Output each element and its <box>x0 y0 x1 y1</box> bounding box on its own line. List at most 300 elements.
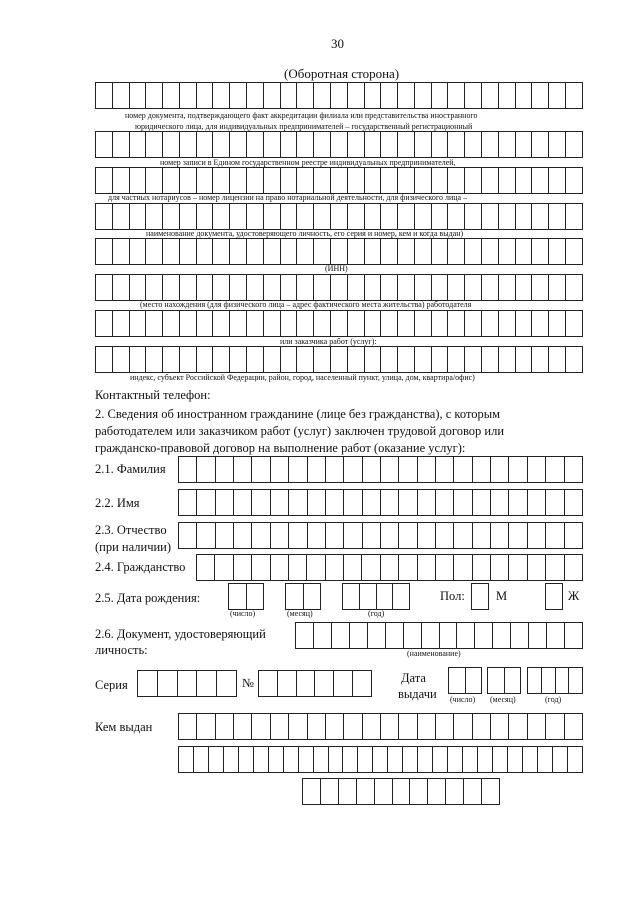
grid-cell[interactable] <box>360 584 377 609</box>
grid-cell[interactable] <box>326 457 344 482</box>
grid-cell[interactable] <box>180 132 197 157</box>
grid-cell[interactable] <box>565 490 583 515</box>
grid-cell[interactable] <box>217 671 237 696</box>
grid-cell[interactable] <box>146 168 163 193</box>
grid-cell[interactable] <box>473 523 491 548</box>
grid-cell[interactable] <box>523 747 538 772</box>
patronymic-field[interactable] <box>178 522 583 549</box>
grid-cell[interactable] <box>491 714 509 739</box>
grid-cell[interactable] <box>381 275 398 300</box>
birth-month-field[interactable] <box>285 583 321 610</box>
grid-cell[interactable] <box>386 623 404 648</box>
grid-cell[interactable] <box>334 671 353 696</box>
grid-cell[interactable] <box>482 347 499 372</box>
grid-cell[interactable] <box>566 239 583 264</box>
grid-cell[interactable] <box>224 747 239 772</box>
grid-cell[interactable] <box>247 132 264 157</box>
grid-cell[interactable] <box>353 671 372 696</box>
grid-cell[interactable] <box>326 555 344 580</box>
grid-cell[interactable] <box>546 584 563 609</box>
grid-cell[interactable] <box>509 714 527 739</box>
grid-cell[interactable] <box>528 490 546 515</box>
grid-cell[interactable] <box>375 779 393 804</box>
birth-year-field[interactable] <box>342 583 410 610</box>
grid-cell[interactable] <box>482 204 499 229</box>
grid-cell[interactable] <box>163 132 180 157</box>
grid-cell[interactable] <box>546 523 564 548</box>
grid-cell[interactable] <box>264 347 281 372</box>
grid-cell[interactable] <box>532 132 549 157</box>
grid-cell[interactable] <box>516 347 533 372</box>
grid-cell[interactable] <box>388 747 403 772</box>
grid-cell[interactable] <box>449 668 466 693</box>
grid-cell[interactable] <box>350 623 368 648</box>
grid-cell[interactable] <box>344 555 362 580</box>
grid-cell[interactable] <box>516 311 533 336</box>
grid-cell[interactable] <box>556 668 570 693</box>
grid-cell[interactable] <box>331 168 348 193</box>
grid-cell[interactable] <box>230 132 247 157</box>
grid-cell[interactable] <box>344 523 362 548</box>
grid-cell[interactable] <box>230 204 247 229</box>
grid-cell[interactable] <box>247 275 264 300</box>
grid-cell[interactable] <box>96 239 113 264</box>
grid-cell[interactable] <box>546 457 564 482</box>
grid-cell[interactable] <box>197 239 214 264</box>
grid-cell[interactable] <box>473 457 491 482</box>
grid-cell[interactable] <box>363 523 381 548</box>
grid-cell[interactable] <box>448 132 465 157</box>
grid-cell[interactable] <box>436 523 454 548</box>
grid-cell[interactable] <box>314 623 332 648</box>
grid-cell[interactable] <box>436 490 454 515</box>
grid-cell[interactable] <box>331 132 348 157</box>
grid-cell[interactable] <box>252 457 270 482</box>
grid-cell[interactable] <box>179 523 197 548</box>
grid-cell[interactable] <box>254 747 269 772</box>
grid-cell[interactable] <box>516 275 533 300</box>
grid-cell[interactable] <box>357 779 375 804</box>
issued-by-field-1[interactable] <box>178 713 583 740</box>
grid-cell[interactable] <box>472 584 489 609</box>
grid-cell[interactable] <box>113 204 130 229</box>
grid-cell[interactable] <box>146 311 163 336</box>
grid-cell[interactable] <box>252 714 270 739</box>
grid-cell[interactable] <box>393 779 411 804</box>
grid-cell[interactable] <box>432 275 449 300</box>
grid-cell[interactable] <box>297 168 314 193</box>
grid-cell[interactable] <box>398 132 415 157</box>
grid-cell[interactable] <box>473 490 491 515</box>
grid-cell[interactable] <box>297 132 314 157</box>
grid-cell[interactable] <box>568 747 583 772</box>
grid-cell[interactable] <box>365 132 382 157</box>
grid-cell[interactable] <box>307 555 325 580</box>
grid-cell[interactable] <box>454 714 472 739</box>
grid-cell[interactable] <box>528 457 546 482</box>
grid-cell[interactable] <box>308 457 326 482</box>
grid-cell[interactable] <box>465 311 482 336</box>
grid-cell[interactable] <box>546 490 564 515</box>
grid-cell[interactable] <box>281 132 298 157</box>
grid-cell[interactable] <box>473 714 491 739</box>
grid-cell[interactable] <box>343 747 358 772</box>
grid-cell[interactable] <box>213 204 230 229</box>
grid-cell[interactable] <box>146 204 163 229</box>
grid-cell[interactable] <box>373 747 388 772</box>
grid-cell[interactable] <box>398 168 415 193</box>
grid-cell[interactable] <box>213 239 230 264</box>
grid-cell[interactable] <box>365 239 382 264</box>
grid-cell[interactable] <box>264 132 281 157</box>
grid-cell[interactable] <box>138 671 158 696</box>
grid-cell[interactable] <box>532 275 549 300</box>
grid-cell[interactable] <box>436 457 454 482</box>
grid-cell[interactable] <box>491 555 509 580</box>
grid-cell[interactable] <box>146 275 163 300</box>
grid-cell[interactable] <box>197 714 215 739</box>
grid-cell[interactable] <box>197 275 214 300</box>
grid-cell[interactable] <box>163 347 180 372</box>
grid-cell[interactable] <box>348 311 365 336</box>
grid-cell[interactable] <box>348 275 365 300</box>
grid-cell[interactable] <box>410 779 428 804</box>
grid-cell[interactable] <box>365 83 382 108</box>
grid-row-4[interactable] <box>95 203 583 230</box>
grid-cell[interactable] <box>448 275 465 300</box>
grid-cell[interactable] <box>493 623 511 648</box>
grid-cell[interactable] <box>331 275 348 300</box>
grid-cell[interactable] <box>348 168 365 193</box>
grid-cell[interactable] <box>566 83 583 108</box>
grid-cell[interactable] <box>491 457 509 482</box>
grid-cell[interactable] <box>229 584 247 609</box>
grid-cell[interactable] <box>289 457 307 482</box>
grid-cell[interactable] <box>331 311 348 336</box>
grid-cell[interactable] <box>508 747 523 772</box>
grid-cell[interactable] <box>297 671 316 696</box>
grid-cell[interactable] <box>499 204 516 229</box>
grid-cell[interactable] <box>213 275 230 300</box>
grid-cell[interactable] <box>418 747 433 772</box>
grid-cell[interactable] <box>377 584 394 609</box>
grid-cell[interactable] <box>363 457 381 482</box>
grid-cell[interactable] <box>566 311 583 336</box>
grid-cell[interactable] <box>499 132 516 157</box>
grid-cell[interactable] <box>197 490 215 515</box>
grid-cell[interactable] <box>549 204 566 229</box>
grid-cell[interactable] <box>331 347 348 372</box>
grid-cell[interactable] <box>146 132 163 157</box>
grid-cell[interactable] <box>247 311 264 336</box>
grid-cell[interactable] <box>303 779 321 804</box>
grid-cell[interactable] <box>448 239 465 264</box>
grid-cell[interactable] <box>96 275 113 300</box>
grid-cell[interactable] <box>454 457 472 482</box>
grid-cell[interactable] <box>363 714 381 739</box>
grid-cell[interactable] <box>297 311 314 336</box>
grid-cell[interactable] <box>566 275 583 300</box>
grid-cell[interactable] <box>234 555 252 580</box>
grid-cell[interactable] <box>197 311 214 336</box>
grid-cell[interactable] <box>180 239 197 264</box>
grid-cell[interactable] <box>399 523 417 548</box>
grid-cell[interactable] <box>549 239 566 264</box>
grid-cell[interactable] <box>180 168 197 193</box>
grid-cell[interactable] <box>509 523 527 548</box>
grid-cell[interactable] <box>297 83 314 108</box>
grid-cell[interactable] <box>344 457 362 482</box>
grid-cell[interactable] <box>365 168 382 193</box>
grid-cell[interactable] <box>398 347 415 372</box>
grid-cell[interactable] <box>528 714 546 739</box>
grid-cell[interactable] <box>433 747 448 772</box>
grid-cell[interactable] <box>549 168 566 193</box>
grid-cell[interactable] <box>213 168 230 193</box>
grid-cell[interactable] <box>448 204 465 229</box>
grid-row-2[interactable] <box>95 131 583 158</box>
grid-cell[interactable] <box>163 204 180 229</box>
grid-cell[interactable] <box>247 83 264 108</box>
grid-cell[interactable] <box>448 347 465 372</box>
grid-cell[interactable] <box>179 457 197 482</box>
grid-cell[interactable] <box>532 168 549 193</box>
grid-cell[interactable] <box>516 239 533 264</box>
grid-cell[interactable] <box>399 490 417 515</box>
grid-cell[interactable] <box>304 584 322 609</box>
grid-cell[interactable] <box>348 347 365 372</box>
grid-cell[interactable] <box>464 779 482 804</box>
citizenship-field[interactable] <box>196 554 583 581</box>
grid-cell[interactable] <box>215 555 233 580</box>
grid-cell[interactable] <box>326 490 344 515</box>
grid-cell[interactable] <box>399 555 417 580</box>
grid-cell[interactable] <box>415 347 432 372</box>
grid-cell[interactable] <box>216 490 234 515</box>
grid-cell[interactable] <box>130 347 147 372</box>
grid-cell[interactable] <box>239 747 254 772</box>
grid-cell[interactable] <box>516 204 533 229</box>
grid-cell[interactable] <box>348 132 365 157</box>
grid-cell[interactable] <box>418 457 436 482</box>
grid-cell[interactable] <box>314 747 329 772</box>
grid-cell[interactable] <box>546 555 564 580</box>
grid-cell[interactable] <box>286 584 304 609</box>
grid-cell[interactable] <box>381 523 399 548</box>
grid-cell[interactable] <box>549 275 566 300</box>
grid-cell[interactable] <box>547 623 565 648</box>
grid-cell[interactable] <box>264 83 281 108</box>
grid-cell[interactable] <box>465 239 482 264</box>
grid-cell[interactable] <box>281 275 298 300</box>
grid-cell[interactable] <box>566 347 583 372</box>
grid-cell[interactable] <box>475 623 493 648</box>
grid-cell[interactable] <box>465 83 482 108</box>
grid-cell[interactable] <box>308 490 326 515</box>
grid-cell[interactable] <box>499 83 516 108</box>
grid-cell[interactable] <box>179 714 197 739</box>
grid-cell[interactable] <box>271 457 289 482</box>
grid-cell[interactable] <box>365 204 382 229</box>
grid-cell[interactable] <box>565 555 583 580</box>
grid-cell[interactable] <box>163 168 180 193</box>
grid-cell[interactable] <box>511 623 529 648</box>
grid-cell[interactable] <box>415 83 432 108</box>
grid-cell[interactable] <box>436 555 454 580</box>
grid-cell[interactable] <box>247 347 264 372</box>
grid-cell[interactable] <box>163 275 180 300</box>
grid-cell[interactable] <box>365 347 382 372</box>
grid-cell[interactable] <box>339 779 357 804</box>
grid-cell[interactable] <box>130 311 147 336</box>
grid-cell[interactable] <box>440 623 458 648</box>
grid-cell[interactable] <box>331 204 348 229</box>
grid-cell[interactable] <box>281 311 298 336</box>
grid-cell[interactable] <box>381 239 398 264</box>
grid-cell[interactable] <box>314 275 331 300</box>
grid-cell[interactable] <box>297 347 314 372</box>
grid-cell[interactable] <box>493 747 508 772</box>
grid-cell[interactable] <box>482 779 500 804</box>
grid-cell[interactable] <box>418 714 436 739</box>
grid-cell[interactable] <box>331 83 348 108</box>
grid-cell[interactable] <box>146 83 163 108</box>
grid-cell[interactable] <box>296 623 314 648</box>
grid-row-3[interactable] <box>95 167 583 194</box>
grid-cell[interactable] <box>314 239 331 264</box>
grid-cell[interactable] <box>281 239 298 264</box>
grid-row-6[interactable] <box>95 274 583 301</box>
grid-cell[interactable] <box>179 490 197 515</box>
grid-cell[interactable] <box>398 204 415 229</box>
grid-cell[interactable] <box>281 83 298 108</box>
grid-cell[interactable] <box>499 275 516 300</box>
grid-cell[interactable] <box>264 204 281 229</box>
grid-cell[interactable] <box>264 275 281 300</box>
grid-cell[interactable] <box>289 523 307 548</box>
grid-row-7[interactable] <box>95 310 583 337</box>
grid-row-5[interactable] <box>95 238 583 265</box>
grid-cell[interactable] <box>96 311 113 336</box>
grid-cell[interactable] <box>365 275 382 300</box>
grid-cell[interactable] <box>448 311 465 336</box>
grid-cell[interactable] <box>549 132 566 157</box>
grid-cell[interactable] <box>516 168 533 193</box>
grid-cell[interactable] <box>264 311 281 336</box>
grid-cell[interactable] <box>509 490 527 515</box>
grid-cell[interactable] <box>381 204 398 229</box>
grid-cell[interactable] <box>308 523 326 548</box>
grid-cell[interactable] <box>213 311 230 336</box>
grid-cell[interactable] <box>381 132 398 157</box>
grid-cell[interactable] <box>566 204 583 229</box>
grid-cell[interactable] <box>381 83 398 108</box>
grid-cell[interactable] <box>281 168 298 193</box>
grid-cell[interactable] <box>553 747 568 772</box>
grid-row-8[interactable] <box>95 346 583 373</box>
grid-cell[interactable] <box>247 584 265 609</box>
grid-cell[interactable] <box>284 747 299 772</box>
grid-cell[interactable] <box>234 457 252 482</box>
grid-cell[interactable] <box>113 83 130 108</box>
grid-cell[interactable] <box>297 275 314 300</box>
grid-cell[interactable] <box>213 347 230 372</box>
grid-cell[interactable] <box>297 239 314 264</box>
grid-cell[interactable] <box>542 668 556 693</box>
grid-cell[interactable] <box>180 347 197 372</box>
grid-cell[interactable] <box>213 83 230 108</box>
grid-cell[interactable] <box>465 275 482 300</box>
grid-cell[interactable] <box>454 523 472 548</box>
grid-cell[interactable] <box>436 714 454 739</box>
grid-cell[interactable] <box>308 714 326 739</box>
grid-cell[interactable] <box>344 490 362 515</box>
grid-cell[interactable] <box>569 668 583 693</box>
grid-cell[interactable] <box>130 83 147 108</box>
sex-male-checkbox[interactable] <box>471 583 489 610</box>
grid-cell[interactable] <box>491 523 509 548</box>
grid-cell[interactable] <box>197 204 214 229</box>
grid-cell[interactable] <box>362 555 380 580</box>
grid-cell[interactable] <box>509 555 527 580</box>
grid-cell[interactable] <box>463 747 478 772</box>
grid-cell[interactable] <box>432 347 449 372</box>
grid-cell[interactable] <box>538 747 553 772</box>
grid-cell[interactable] <box>381 347 398 372</box>
grid-cell[interactable] <box>299 747 314 772</box>
grid-cell[interactable] <box>528 523 546 548</box>
grid-cell[interactable] <box>314 132 331 157</box>
grid-cell[interactable] <box>331 239 348 264</box>
grid-cell[interactable] <box>113 347 130 372</box>
grid-cell[interactable] <box>113 275 130 300</box>
grid-cell[interactable] <box>393 584 410 609</box>
grid-cell[interactable] <box>446 779 464 804</box>
grid-cell[interactable] <box>230 83 247 108</box>
grid-cell[interactable] <box>399 457 417 482</box>
grid-cell[interactable] <box>281 204 298 229</box>
grid-cell[interactable] <box>404 623 422 648</box>
grid-cell[interactable] <box>368 623 386 648</box>
grid-cell[interactable] <box>163 311 180 336</box>
grid-cell[interactable] <box>247 239 264 264</box>
grid-cell[interactable] <box>234 714 252 739</box>
issued-by-field-3[interactable] <box>302 778 500 805</box>
grid-cell[interactable] <box>399 714 417 739</box>
grid-cell[interactable] <box>278 671 297 696</box>
grid-cell[interactable] <box>528 668 542 693</box>
grid-cell[interactable] <box>516 132 533 157</box>
grid-cell[interactable] <box>180 311 197 336</box>
grid-cell[interactable] <box>130 168 147 193</box>
grid-cell[interactable] <box>163 239 180 264</box>
grid-cell[interactable] <box>230 168 247 193</box>
grid-cell[interactable] <box>326 714 344 739</box>
grid-cell[interactable] <box>482 83 499 108</box>
grid-cell[interactable] <box>197 132 214 157</box>
series-field[interactable] <box>137 670 237 697</box>
grid-cell[interactable] <box>289 714 307 739</box>
grid-cell[interactable] <box>415 204 432 229</box>
grid-cell[interactable] <box>466 668 483 693</box>
grid-cell[interactable] <box>130 204 147 229</box>
grid-cell[interactable] <box>432 239 449 264</box>
grid-cell[interactable] <box>113 168 130 193</box>
grid-cell[interactable] <box>96 132 113 157</box>
grid-cell[interactable] <box>516 83 533 108</box>
grid-cell[interactable] <box>179 747 194 772</box>
grid-cell[interactable] <box>482 239 499 264</box>
